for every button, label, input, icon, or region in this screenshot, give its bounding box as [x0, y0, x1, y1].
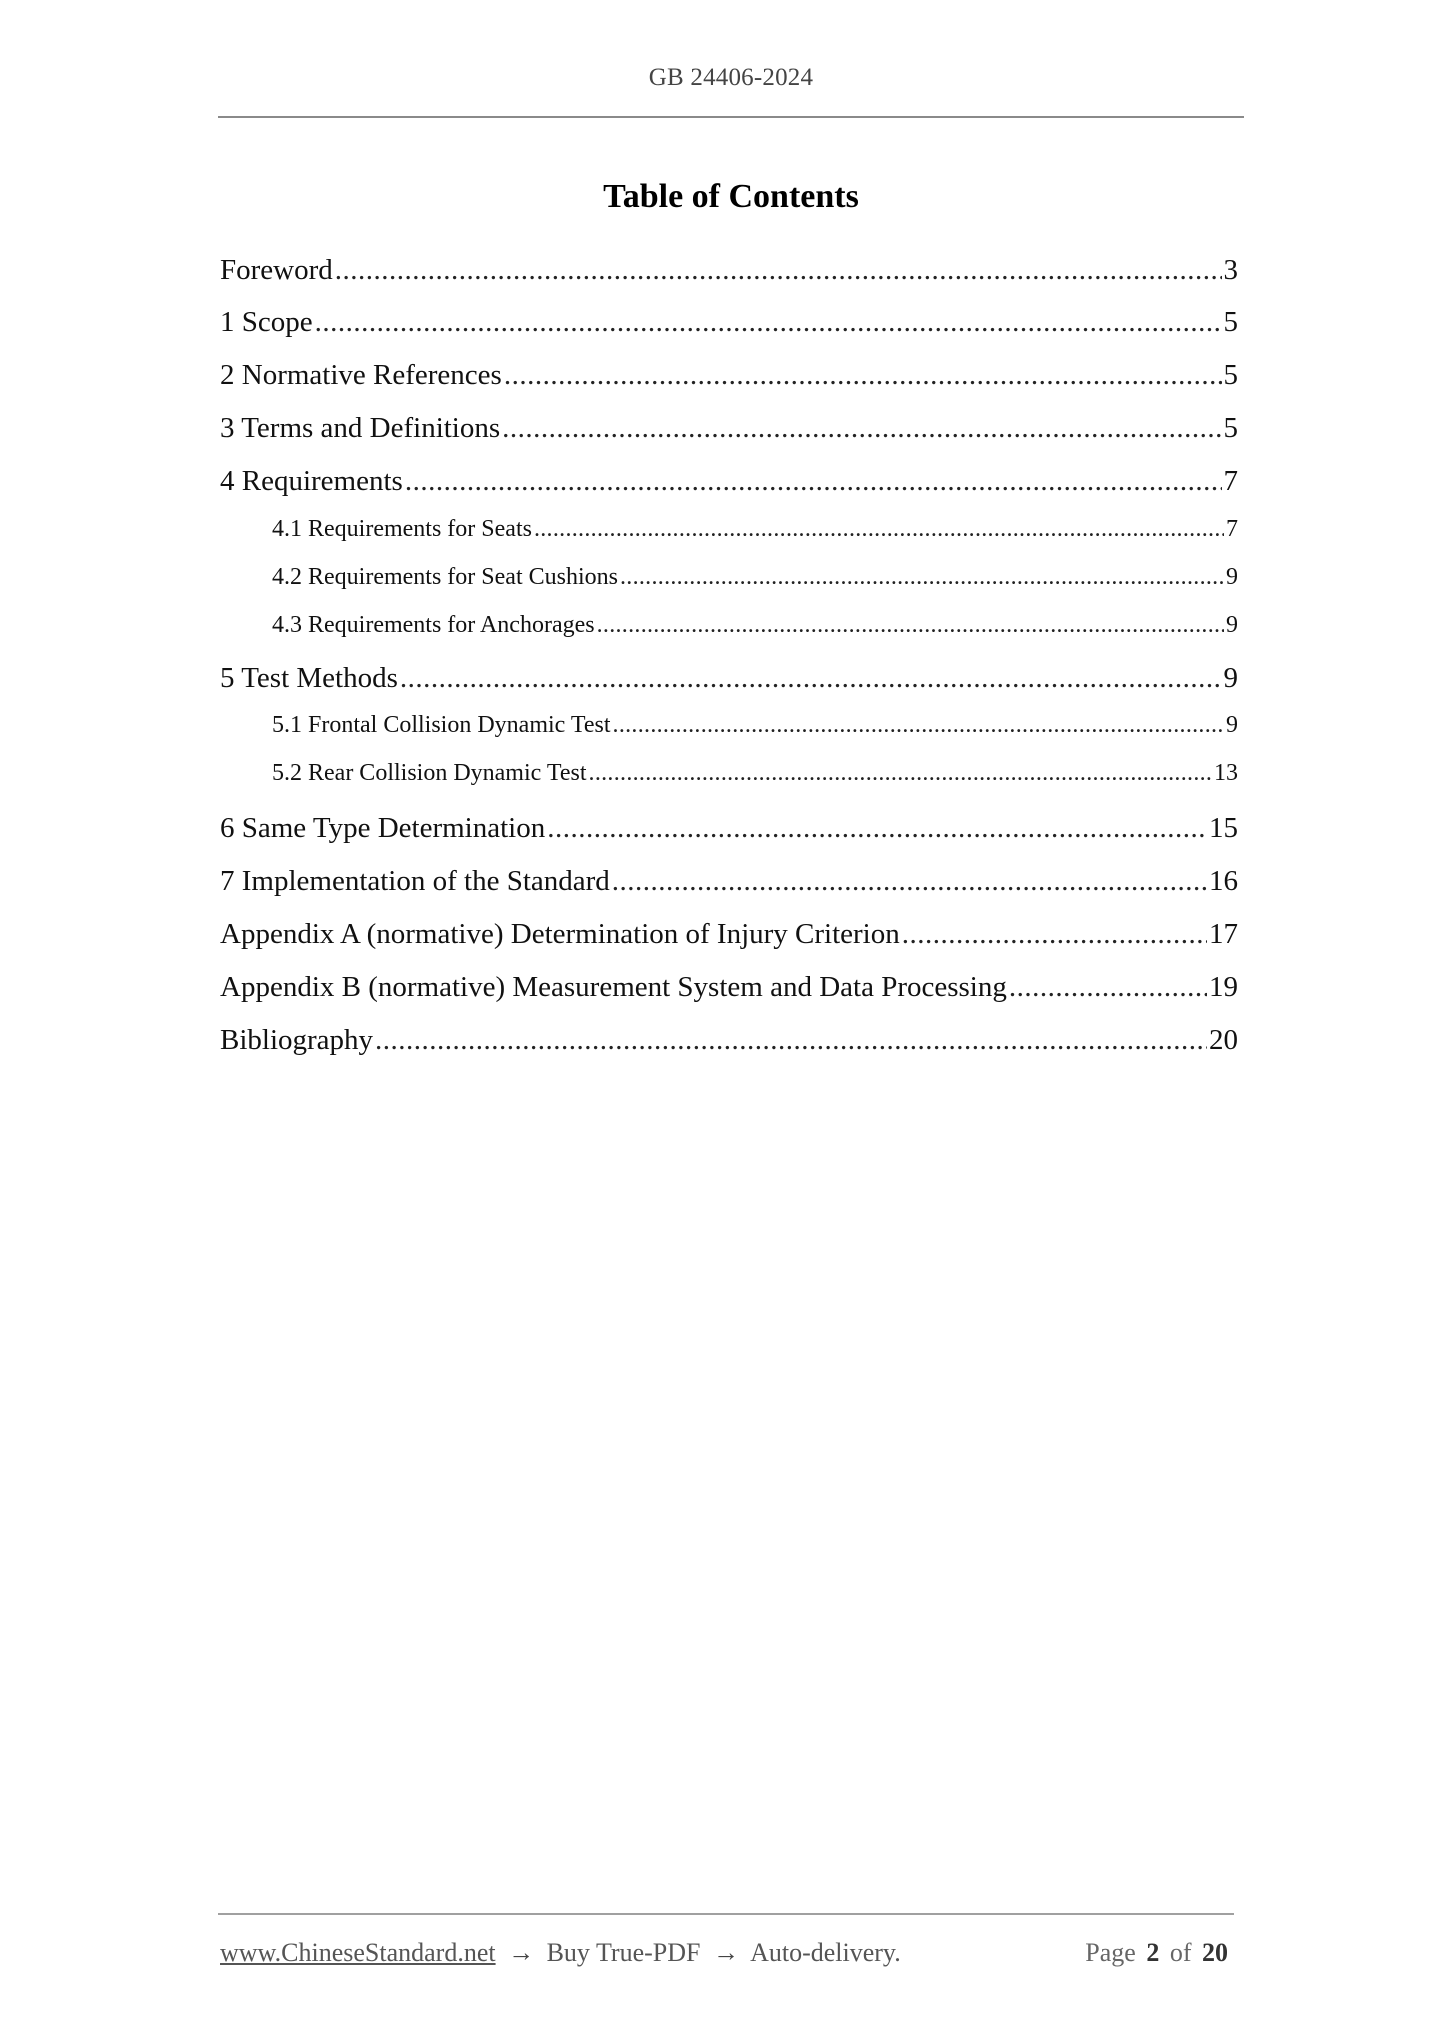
- toc-entry-frontal-collision-test[interactable]: [220, 712, 1238, 746]
- toc-entry-requirements[interactable]: [220, 465, 1238, 505]
- toc-entry-label: Appendix A (normative) Determination of Injury Criterion: [220, 918, 900, 950]
- toc-entry-page: 5: [1223, 412, 1238, 444]
- footer-divider: [218, 1913, 1234, 1915]
- dot-leader: [613, 712, 1224, 739]
- toc-entry-appendix-a[interactable]: [220, 918, 1238, 958]
- toc-entry-page: 9: [1226, 612, 1238, 638]
- toc-entry-page: 7: [1223, 465, 1238, 497]
- page-word: Page: [1085, 1938, 1136, 1967]
- buy-true-pdf-text: Buy True-PDF: [546, 1938, 701, 1967]
- dot-leader: [589, 760, 1212, 787]
- dot-leader: [547, 812, 1207, 845]
- toc-entry-label: 3 Terms and Definitions: [220, 412, 501, 444]
- toc-entry-label: 1 Scope: [220, 306, 313, 338]
- toc-entry-page: 7: [1226, 516, 1238, 542]
- toc-entry-implementation[interactable]: [220, 865, 1238, 905]
- toc-entry-label: Appendix B (normative) Measurement System and Data Processing: [220, 971, 1007, 1003]
- toc-entry-label: 5 Test Methods: [220, 662, 398, 694]
- toc-title: Table of Contents: [603, 178, 859, 215]
- right-arrow-icon: →: [713, 1938, 739, 1967]
- toc-entry-page: 5: [1223, 359, 1238, 391]
- toc-entry-label: 5.1 Frontal Collision Dynamic Test: [272, 712, 611, 738]
- auto-delivery-text: Auto-delivery.: [750, 1938, 901, 1967]
- toc-entry-requirements-for-anchorages[interactable]: [220, 612, 1238, 646]
- current-page-number: 2: [1146, 1938, 1160, 1967]
- site-link[interactable]: www.ChineseStandard.net: [220, 1938, 496, 1967]
- page-number: [1000, 1938, 1232, 1968]
- footer-promo: [220, 1938, 901, 1968]
- toc-entry-page: 5: [1223, 306, 1238, 338]
- toc-entry-label: 4.1 Requirements for Seats: [272, 516, 532, 542]
- dot-leader: [315, 306, 1222, 339]
- toc-entry-terms-and-definitions[interactable]: [220, 412, 1238, 452]
- toc-entry-same-type-determination[interactable]: [220, 812, 1238, 852]
- toc-entry-label: 4.2 Requirements for Seat Cushions: [272, 564, 618, 590]
- dot-leader: [375, 1024, 1207, 1057]
- dot-leader: [620, 564, 1224, 591]
- dot-leader: [902, 918, 1207, 951]
- toc-entry-test-methods[interactable]: [220, 662, 1238, 702]
- toc-entry-label: 4 Requirements: [220, 465, 403, 497]
- dot-leader: [504, 359, 1222, 392]
- dot-leader: [1009, 971, 1207, 1004]
- toc-entry-rear-collision-test[interactable]: [220, 760, 1238, 794]
- dot-leader: [534, 516, 1224, 543]
- dot-leader: [400, 662, 1222, 695]
- toc-entry-requirements-for-seat-cushions[interactable]: [220, 564, 1238, 598]
- toc-entry-page: 15: [1209, 812, 1238, 844]
- toc-entry-page: 9: [1226, 564, 1238, 590]
- dot-leader: [335, 254, 1222, 287]
- dot-leader: [612, 865, 1207, 898]
- toc-entry-scope[interactable]: [220, 306, 1238, 346]
- toc-entry-label: 4.3 Requirements for Anchorages: [272, 612, 595, 638]
- toc-entry-label: Foreword: [220, 254, 333, 286]
- toc-entry-page: 17: [1209, 918, 1238, 950]
- toc-entry-appendix-b[interactable]: [220, 971, 1238, 1011]
- toc-entry-page: 3: [1223, 254, 1238, 286]
- dot-leader: [597, 612, 1224, 639]
- toc-entry-foreword[interactable]: [220, 254, 1238, 294]
- toc-entry-label: 6 Same Type Determination: [220, 812, 546, 844]
- toc-entry-requirements-for-seats[interactable]: [220, 516, 1238, 550]
- toc-entry-label: 2 Normative References: [220, 359, 502, 391]
- dot-leader: [405, 465, 1222, 498]
- toc-entry-page: 13: [1214, 760, 1238, 786]
- standard-code-header: GB 24406-2024: [648, 64, 814, 91]
- toc-entry-page: 20: [1209, 1024, 1238, 1056]
- right-arrow-icon: →: [508, 1938, 535, 1967]
- toc-entry-page: 9: [1226, 712, 1238, 738]
- dot-leader: [502, 412, 1221, 445]
- toc-entry-bibliography[interactable]: [220, 1024, 1238, 1064]
- total-pages-number: 20: [1202, 1938, 1228, 1967]
- toc-entry-page: 9: [1223, 662, 1238, 694]
- header-divider: [218, 116, 1244, 118]
- toc-entry-page: 19: [1209, 971, 1238, 1003]
- of-word: of: [1169, 1938, 1192, 1967]
- toc-entry-label: Bibliography: [220, 1024, 374, 1056]
- toc-entry-page: 16: [1209, 865, 1238, 897]
- toc-entry-label: 5.2 Rear Collision Dynamic Test: [272, 760, 587, 786]
- toc-entry-normative-references[interactable]: [220, 359, 1238, 399]
- toc-entry-label: 7 Implementation of the Standard: [220, 865, 610, 897]
